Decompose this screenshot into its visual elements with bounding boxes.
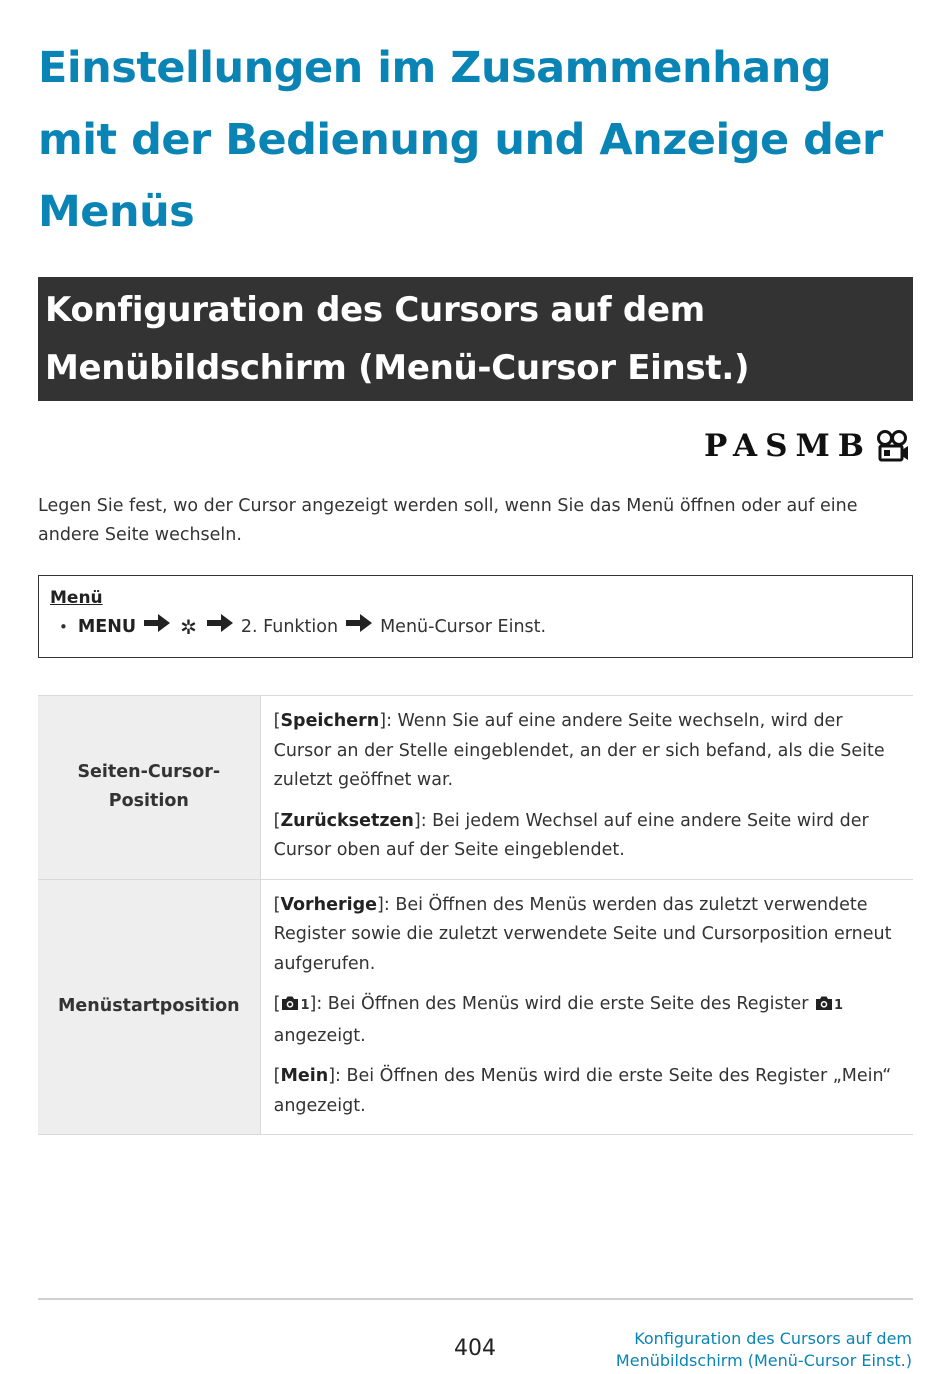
table-row <box>38 696 913 880</box>
footer-ref-line2: Menübildschirm (Menü-Cursor Einst.) <box>615 1351 912 1370</box>
section-title: Konfiguration des Cursors auf dem Menübildschirm (Menü-Cursor Einst.) <box>38 277 913 401</box>
row-description <box>260 879 913 1135</box>
table-row <box>38 879 913 1135</box>
menu-path-box <box>38 575 913 658</box>
option-zuruecksetzen: [Zurücksetzen]: Bei jedem Wechsel auf eine andere Seite wird der Cursor oben auf der Seite eingeblendet. <box>273 810 869 860</box>
row-label: Seiten-Cursor-Position <box>38 696 260 880</box>
footer-divider <box>38 1298 913 1300</box>
row-label: Menüstartposition <box>38 879 260 1135</box>
menu-heading: Menü <box>50 588 103 608</box>
arrow-right-icon <box>144 612 170 642</box>
movie-camera-icon <box>874 429 910 463</box>
footer-ref-line1: Konfiguration des Cursors auf dem <box>634 1329 912 1348</box>
settings-table <box>38 695 913 1135</box>
row-description <box>260 696 913 880</box>
camera-icon <box>814 992 834 1022</box>
camera-icon <box>280 992 300 1022</box>
option-vorherige: [Vorherige]: Bei Öffnen des Menüs werden das zuletzt verwendete Register sowie die zuletzt verwendete Seite und Cursorposition erneut aufgerufen. <box>273 894 892 974</box>
shooting-modes <box>704 426 910 466</box>
option-camera-1: [ 1]: Bei Öffnen des Menüs wird die erste Seite des Register 1 angezeigt. <box>273 994 844 1046</box>
option-mein: [Mein]: Bei Öffnen des Menüs wird die erste Seite des Register „Mein“ angezeigt. <box>273 1066 892 1116</box>
bullet: • <box>59 618 68 636</box>
footer-section-link[interactable] <box>592 1328 912 1372</box>
menu-step-cursor-setting: Menü-Cursor Einst. <box>380 617 547 637</box>
main-title: Einstellungen im Zusammenhang mit der Bedienung und Anzeige der Menüs <box>38 43 883 237</box>
menu-label: MENU <box>77 617 137 637</box>
mode-letters: PASMB <box>703 428 872 464</box>
menu-step-function: 2. Funktion <box>240 617 339 637</box>
option-speichern: [Speichern]: Wenn Sie auf eine andere Seite wechseln, wird der Cursor an der Stelle eingeblendet, an der er sich befand, als die Seite zuletzt geöffnet war. <box>273 711 885 790</box>
arrow-right-icon <box>346 612 372 642</box>
intro-text: Legen Sie fest, wo der Cursor angezeigt werden soll, wenn Sie das Menü öffnen oder auf eine andere Seite wechseln. <box>38 496 858 545</box>
arrow-right-icon <box>207 612 233 642</box>
gear-icon: ✲ <box>180 615 197 639</box>
page-number: 404 <box>454 1336 496 1361</box>
menu-path <box>50 612 901 642</box>
